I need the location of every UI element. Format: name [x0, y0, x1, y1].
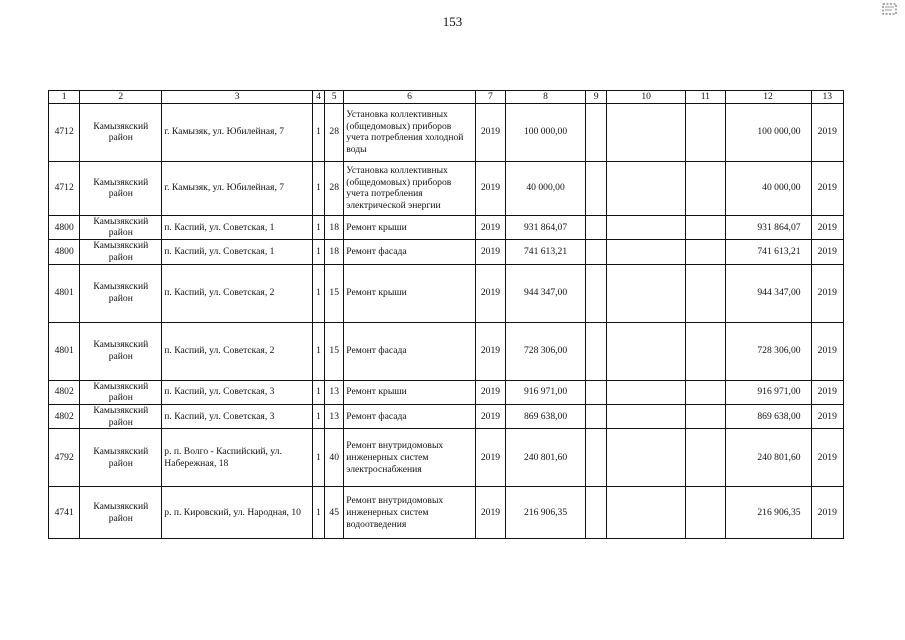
cell-col13: 2019 [811, 322, 843, 380]
cell-id: 4800 [49, 215, 80, 239]
cell-col10 [607, 215, 686, 239]
cell-col13: 2019 [811, 404, 843, 428]
table-row [49, 380, 844, 404]
col-header: 7 [475, 91, 505, 104]
cell-address: п. Каспий, ул. Советская, 1 [162, 215, 313, 239]
cell-col13: 2019 [811, 380, 843, 404]
table-row [49, 429, 844, 487]
cell-col5: 13 [325, 380, 344, 404]
cell-col10 [607, 161, 686, 215]
cell-col13: 2019 [811, 161, 843, 215]
col-header: 2 [80, 91, 162, 104]
cell-col9 [586, 380, 607, 404]
col-header: 8 [506, 91, 586, 104]
cell-total: 741 613,21 [506, 240, 586, 264]
cell-col13: 2019 [811, 103, 843, 161]
cell-work: Ремонт внутридомовых инженерных систем электроснабжения [344, 429, 475, 487]
cell-col4: 1 [312, 161, 324, 215]
cell-col10 [607, 103, 686, 161]
table-row [49, 240, 844, 264]
cell-col9 [586, 103, 607, 161]
table-body [49, 103, 844, 539]
col-header: 5 [325, 91, 344, 104]
cell-col5: 18 [325, 215, 344, 239]
cell-year: 2019 [475, 161, 505, 215]
cell-year: 2019 [475, 240, 505, 264]
cell-col13: 2019 [811, 264, 843, 322]
cell-total: 916 971,00 [506, 380, 586, 404]
col-header: 1 [49, 91, 80, 104]
col-header: 13 [811, 91, 843, 104]
cell-col4: 1 [312, 264, 324, 322]
page-number: 153 [442, 14, 463, 29]
col-header: 3 [162, 91, 313, 104]
col-header: 4 [312, 91, 324, 104]
cell-col9 [586, 215, 607, 239]
cell-col11 [686, 404, 725, 428]
cell-col5: 40 [325, 429, 344, 487]
cell-id: 4712 [49, 103, 80, 161]
register-table [48, 90, 844, 539]
cell-col11 [686, 240, 725, 264]
cell-id: 4802 [49, 380, 80, 404]
cell-work: Установка коллективных (общедомовых) приборов учета потребления электрической энергии [344, 161, 475, 215]
col-header: 10 [607, 91, 686, 104]
cell-col4: 1 [312, 322, 324, 380]
cell-year: 2019 [475, 404, 505, 428]
col-header: 6 [344, 91, 475, 104]
cell-col4: 1 [312, 240, 324, 264]
cell-col12: 741 613,21 [725, 240, 811, 264]
cell-district: Камызякский район [80, 404, 162, 428]
cell-total: 869 638,00 [506, 404, 586, 428]
cell-col10 [607, 240, 686, 264]
cell-col12: 240 801,60 [725, 429, 811, 487]
cell-total: 728 306,00 [506, 322, 586, 380]
cell-col4: 1 [312, 380, 324, 404]
cell-id: 4801 [49, 264, 80, 322]
cell-col11 [686, 161, 725, 215]
column-number-row [49, 91, 844, 104]
cell-col5: 15 [325, 264, 344, 322]
cell-work: Ремонт фасада [344, 322, 475, 380]
cell-total: 100 000,00 [506, 103, 586, 161]
table-row [49, 161, 844, 215]
table-row [49, 404, 844, 428]
cell-col11 [686, 215, 725, 239]
cell-address: р. п. Волго - Каспийский, ул. Набережная, 18 [162, 429, 313, 487]
cell-col4: 1 [312, 487, 324, 539]
cell-col9 [586, 161, 607, 215]
cell-col9 [586, 404, 607, 428]
table-row [49, 103, 844, 161]
cell-col5: 28 [325, 161, 344, 215]
table-row [49, 264, 844, 322]
cell-id: 4712 [49, 161, 80, 215]
cell-district: Камызякский район [80, 240, 162, 264]
cell-year: 2019 [475, 487, 505, 539]
cell-district: Камызякский район [80, 322, 162, 380]
cell-col10 [607, 429, 686, 487]
cell-col4: 1 [312, 215, 324, 239]
cell-col13: 2019 [811, 487, 843, 539]
cell-work: Ремонт внутридомовых инженерных систем водоотведения [344, 487, 475, 539]
cell-col12: 40 000,00 [725, 161, 811, 215]
cell-district: Камызякский район [80, 103, 162, 161]
cell-col4: 1 [312, 103, 324, 161]
cell-col12: 728 306,00 [725, 322, 811, 380]
cell-total: 40 000,00 [506, 161, 586, 215]
cell-col10 [607, 380, 686, 404]
cell-col4: 1 [312, 429, 324, 487]
cell-total: 240 801,60 [506, 429, 586, 487]
cell-address: р. п. Кировский, ул. Народная, 10 [162, 487, 313, 539]
cell-id: 4741 [49, 487, 80, 539]
cell-id: 4800 [49, 240, 80, 264]
cell-year: 2019 [475, 380, 505, 404]
cell-col10 [607, 264, 686, 322]
cell-address: г. Камызяк, ул. Юбилейная, 7 [162, 161, 313, 215]
cell-col13: 2019 [811, 215, 843, 239]
cell-col10 [607, 487, 686, 539]
cell-col5: 13 [325, 404, 344, 428]
cell-total: 944 347,00 [506, 264, 586, 322]
cell-col12: 931 864,07 [725, 215, 811, 239]
cell-district: Камызякский район [80, 264, 162, 322]
cell-col12: 916 971,00 [725, 380, 811, 404]
cell-id: 4802 [49, 404, 80, 428]
cell-year: 2019 [475, 215, 505, 239]
cell-total: 931 864,07 [506, 215, 586, 239]
cell-id: 4801 [49, 322, 80, 380]
cell-col12: 944 347,00 [725, 264, 811, 322]
cell-col9 [586, 264, 607, 322]
cell-work: Ремонт фасада [344, 404, 475, 428]
col-header: 11 [686, 91, 725, 104]
table-row [49, 487, 844, 539]
cell-year: 2019 [475, 103, 505, 161]
table-row [49, 215, 844, 239]
cell-address: п. Каспий, ул. Советская, 2 [162, 322, 313, 380]
cell-col12: 100 000,00 [725, 103, 811, 161]
cell-col13: 2019 [811, 429, 843, 487]
cell-col11 [686, 380, 725, 404]
cell-address: п. Каспий, ул. Советская, 2 [162, 264, 313, 322]
cell-address: п. Каспий, ул. Советская, 3 [162, 380, 313, 404]
cell-col4: 1 [312, 404, 324, 428]
cell-address: г. Камызяк, ул. Юбилейная, 7 [162, 103, 313, 161]
cell-col5: 45 [325, 487, 344, 539]
cell-address: п. Каспий, ул. Советская, 1 [162, 240, 313, 264]
col-header: 12 [725, 91, 811, 104]
cell-col9 [586, 487, 607, 539]
cell-total: 216 906,35 [506, 487, 586, 539]
cell-work: Ремонт крыши [344, 215, 475, 239]
cell-district: Камызякский район [80, 487, 162, 539]
cell-col9 [586, 240, 607, 264]
cell-district: Камызякский район [80, 161, 162, 215]
col-header: 9 [586, 91, 607, 104]
cell-year: 2019 [475, 264, 505, 322]
cell-col11 [686, 103, 725, 161]
cell-col11 [686, 429, 725, 487]
cell-district: Камызякский район [80, 215, 162, 239]
cell-year: 2019 [475, 322, 505, 380]
cell-col5: 18 [325, 240, 344, 264]
cell-col9 [586, 322, 607, 380]
cell-col10 [607, 404, 686, 428]
cell-col9 [586, 429, 607, 487]
cell-work: Ремонт фасада [344, 240, 475, 264]
cell-address: п. Каспий, ул. Советская, 3 [162, 404, 313, 428]
cell-id: 4792 [49, 429, 80, 487]
cell-col11 [686, 264, 725, 322]
cell-col5: 28 [325, 103, 344, 161]
cell-col5: 15 [325, 322, 344, 380]
table-row [49, 322, 844, 380]
cell-work: Ремонт крыши [344, 264, 475, 322]
cell-work: Установка коллективных (общедомовых) приборов учета потребления холодной воды [344, 103, 475, 161]
cell-district: Камызякский район [80, 429, 162, 487]
cell-col13: 2019 [811, 240, 843, 264]
cell-col12: 869 638,00 [725, 404, 811, 428]
cell-col11 [686, 322, 725, 380]
cell-year: 2019 [475, 429, 505, 487]
cell-district: Камызякский район [80, 380, 162, 404]
cell-col10 [607, 322, 686, 380]
table-header [49, 91, 844, 104]
cell-work: Ремонт крыши [344, 380, 475, 404]
cell-col12: 216 906,35 [725, 487, 811, 539]
corner-stamp-mark [881, 1, 899, 17]
cell-col11 [686, 487, 725, 539]
